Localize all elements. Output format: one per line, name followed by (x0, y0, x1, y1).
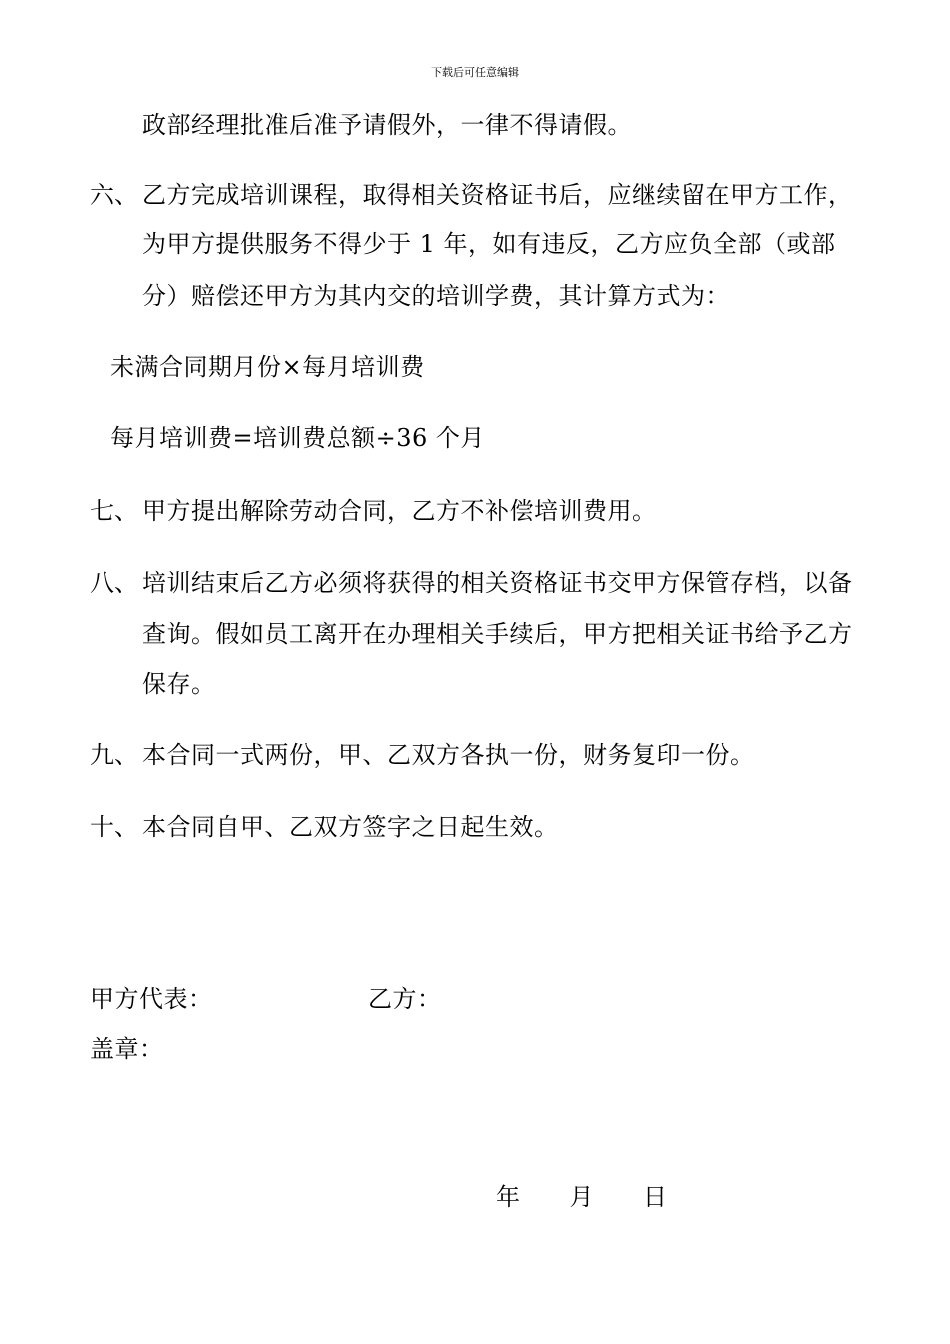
clause-8-line-2: 查询。假如员工离开在办理相关手续后，甲方把相关证书给予乙方 (142, 620, 853, 648)
party-b-label: 乙方： (368, 985, 442, 1013)
party-a-label: 甲方代表： (90, 985, 213, 1013)
clause-9-number: 九、 (90, 741, 138, 769)
formula-1: 未满合同期月份×每月培训费 (110, 353, 425, 381)
clause-8-number: 八、 (90, 569, 138, 597)
continuation-text: 政部经理批准后准予请假外，一律不得请假。 (142, 111, 632, 139)
clause-7-text: 甲方提出解除劳动合同，乙方不补偿培训费用。 (142, 497, 657, 525)
seal-label: 盖章： (90, 1035, 164, 1063)
clause-10-text: 本合同自甲、乙双方签字之日起生效。 (142, 813, 559, 841)
header-note: 下载后可任意编辑 (431, 66, 519, 79)
clause-7-number: 七、 (90, 497, 138, 525)
clause-10-number: 十、 (90, 813, 138, 841)
clause-6-line-3: 分）赔偿还甲方为其内交的培训学费，其计算方式为： (142, 282, 730, 310)
clause-6-number: 六、 (90, 181, 138, 209)
clause-8-line-3: 保存。 (142, 670, 216, 698)
clause-8-line-1: 培训结束后乙方必须将获得的相关资格证书交甲方保管存档，以备 (142, 569, 853, 597)
formula-2: 每月培训费=培训费总额÷36 个月 (110, 424, 485, 452)
clause-6-line-1: 乙方完成培训课程，取得相关资格证书后，应继续留在甲方工作， (142, 181, 853, 209)
clause-6-line-2: 为甲方提供服务不得少于 1 年，如有违反，乙方应负全部（或部 (142, 230, 836, 258)
date-label: 年 月 日 (496, 1183, 668, 1211)
clause-9-text: 本合同一式两份，甲、乙双方各执一份，财务复印一份。 (142, 741, 755, 769)
